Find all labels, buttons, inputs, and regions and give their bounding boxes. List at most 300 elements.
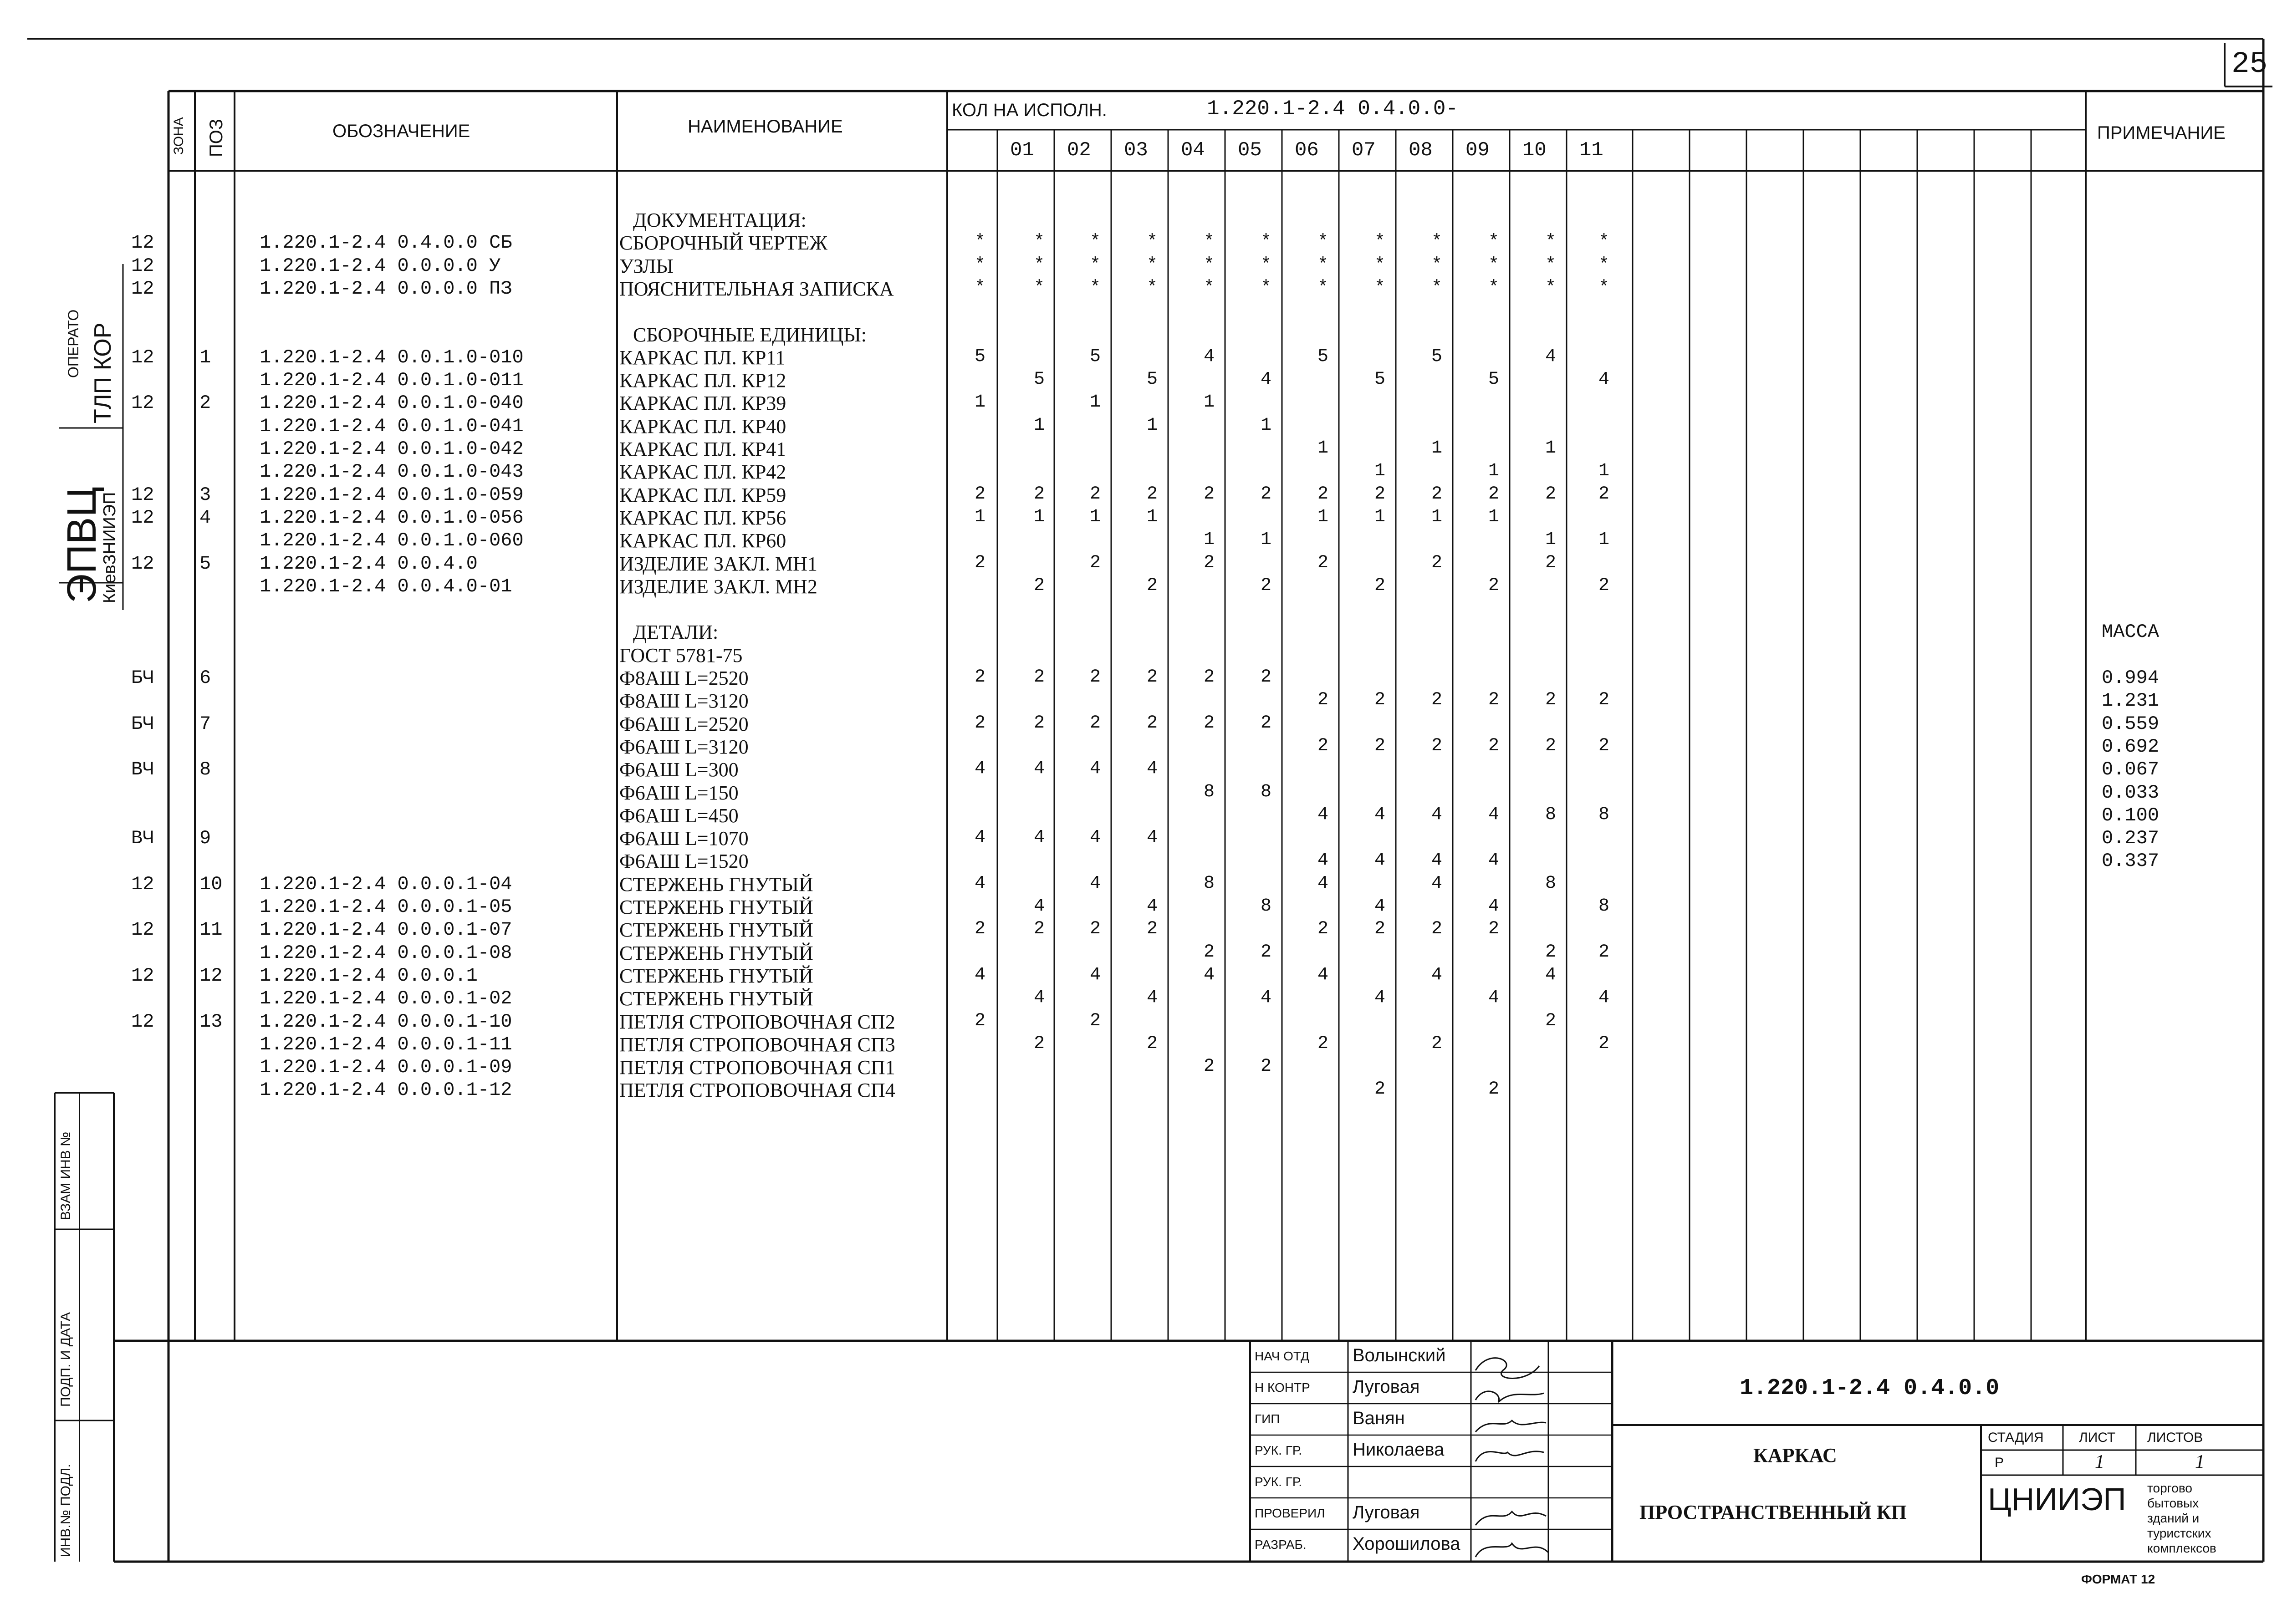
row-note: 0.337 <box>2102 850 2160 872</box>
row-oboznachenie: 1.220.1-2.4 0.0.1.0-060 <box>260 529 524 552</box>
row-qty-4: 4 <box>1204 346 1215 367</box>
row-qty-8: * <box>1431 232 1443 253</box>
row-qty-6: 4 <box>1317 804 1329 825</box>
row-qty-10: 2 <box>1545 942 1557 962</box>
row-zona: 12 <box>131 552 154 575</box>
row-qty-4: 4 <box>1204 964 1215 985</box>
row-qty-5: 2 <box>1261 1056 1272 1077</box>
row-zona: 12 <box>131 277 154 300</box>
row-oboznachenie: 1.220.1-2.4 0.0.0.1 <box>260 964 478 987</box>
row-qty-8: 2 <box>1431 690 1443 711</box>
row-qty-9: 1 <box>1488 461 1500 482</box>
row-qty-11: 2 <box>1598 735 1610 756</box>
row-qty-9: * <box>1488 232 1500 253</box>
role-label: Н КОНТР <box>1255 1380 1310 1395</box>
row-qty-6: * <box>1317 255 1329 275</box>
row-naimenovanie: Ф6АШ L=3120 <box>619 735 749 758</box>
row-qty-2: 4 <box>1090 759 1101 779</box>
row-naimenovanie: Ф6АШ L=300 <box>619 759 739 781</box>
row-qty-1: 1 <box>1034 415 1045 436</box>
row-qty-1: * <box>1034 255 1045 275</box>
row-qty-5: * <box>1261 232 1272 253</box>
header-naimenovanie: НАИМЕНОВАНИЕ <box>688 117 843 137</box>
row-qty-2: 2 <box>1090 552 1101 573</box>
stadia-label: СТАДИЯ <box>1988 1430 2044 1445</box>
row-naimenovanie: ПЕТЛЯ СТРОПОВОЧНАЯ СП4 <box>619 1079 895 1102</box>
row-naimenovanie: КАРКАС ПЛ. КР56 <box>619 506 786 529</box>
row-qty-2: 4 <box>1090 964 1101 985</box>
header-base-code: 1.220.1-2.4 0.4.0.0- <box>1207 97 1459 121</box>
row-qty-9: 4 <box>1488 804 1500 825</box>
row-qty-9: 2 <box>1488 919 1500 940</box>
stamp-org3: ТЛП КОР <box>90 322 116 423</box>
header-oboznachenie: ОБОЗНАЧЕНИЕ <box>332 121 470 141</box>
signatures <box>1475 1358 1548 1557</box>
row-oboznachenie: 1.220.1-2.4 0.0.1.0-042 <box>260 438 524 460</box>
row-zona: 12 <box>131 506 154 529</box>
row-oboznachenie: 1.220.1-2.4 0.0.0.1-04 <box>260 873 512 895</box>
row-qty-1: 2 <box>1034 667 1045 687</box>
row-oboznachenie: 1.220.1-2.4 0.0.1.0-059 <box>260 484 524 506</box>
row-qty-10: 2 <box>1545 690 1557 711</box>
row-poz: 7 <box>199 713 211 735</box>
row-qty-7: * <box>1374 277 1386 298</box>
person-name: Хорошилова <box>1353 1534 1460 1554</box>
row-naimenovanie: КАРКАС ПЛ. КР60 <box>619 529 786 552</box>
row-qty-1: 4 <box>1034 759 1045 779</box>
variant-header-07: 07 <box>1352 139 1376 162</box>
row-oboznachenie: 1.220.1-2.4 0.0.0.1-07 <box>260 919 512 941</box>
row-qty-4: 1 <box>1204 392 1215 413</box>
row-qty-4: 2 <box>1204 1056 1215 1077</box>
row-qty-10: 1 <box>1545 438 1557 458</box>
row-qty-7: * <box>1374 232 1386 253</box>
row-zona: 12 <box>131 1010 154 1033</box>
row-oboznachenie: 1.220.1-2.4 0.0.1.0-056 <box>260 506 524 529</box>
row-qty-5: 2 <box>1261 484 1272 504</box>
row-qty-9: 4 <box>1488 988 1500 1008</box>
header-primechanie: ПРИМЕЧАНИЕ <box>2097 123 2226 143</box>
person-name: Волынский <box>1353 1345 1446 1365</box>
row-qty-3: * <box>1147 232 1158 253</box>
row-poz: 4 <box>199 506 211 529</box>
role-label: НАЧ ОТД <box>1255 1349 1310 1363</box>
person-name: Ванян <box>1353 1408 1405 1428</box>
row-qty-3: 2 <box>1147 1033 1158 1054</box>
row-zona: 12 <box>131 919 154 941</box>
row-naimenovanie: СТЕРЖЕНЬ ГНУТЫЙ <box>619 988 813 1010</box>
row-qty-0: * <box>975 277 986 298</box>
row-oboznachenie: 1.220.1-2.4 0.0.0.1-11 <box>260 1033 512 1055</box>
row-oboznachenie: 1.220.1-2.4 0.0.1.0-040 <box>260 392 524 414</box>
row-naimenovanie: УЗЛЫ <box>619 255 674 277</box>
row-qty-5: * <box>1261 255 1272 275</box>
row-qty-7: 2 <box>1374 1079 1386 1100</box>
row-qty-11: * <box>1598 277 1610 298</box>
org-desc-line: туристских <box>2147 1526 2211 1540</box>
row-qty-5: 4 <box>1261 369 1272 390</box>
role-label: РУК. ГР. <box>1255 1443 1302 1457</box>
row-qty-8: 1 <box>1431 506 1443 527</box>
row-qty-1: 2 <box>1034 1033 1045 1054</box>
row-qty-1: 2 <box>1034 484 1045 504</box>
row-qty-8: 4 <box>1431 964 1443 985</box>
row-qty-3: 4 <box>1147 827 1158 848</box>
row-qty-8: 2 <box>1431 484 1443 504</box>
row-note: 0.067 <box>2102 759 2160 781</box>
row-qty-2: 5 <box>1090 346 1101 367</box>
row-poz: 10 <box>199 873 223 895</box>
row-zona: 12 <box>131 873 154 895</box>
row-qty-11: 4 <box>1598 369 1610 390</box>
row-qty-8: 2 <box>1431 735 1443 756</box>
title-line2: ПРОСТРАНСТВЕННЫЙ КП <box>1639 1501 1907 1523</box>
row-naimenovanie: СТЕРЖЕНЬ ГНУТЫЙ <box>619 942 813 964</box>
row-qty-7: 5 <box>1374 369 1386 390</box>
row-qty-5: 2 <box>1261 667 1272 687</box>
row-qty-9: 2 <box>1488 484 1500 504</box>
row-qty-0: 5 <box>975 346 986 367</box>
label-inv: ИНВ.№ ПОДЛ. <box>58 1464 73 1557</box>
title-line1: КАРКАС <box>1753 1444 1837 1466</box>
row-qty-6: 2 <box>1317 735 1329 756</box>
row-qty-11: 2 <box>1598 690 1610 711</box>
row-qty-0: 2 <box>975 1010 986 1031</box>
format-label: ФОРМАТ 12 <box>2081 1572 2155 1586</box>
row-oboznachenie: 1.220.1-2.4 0.0.0.1-05 <box>260 896 512 918</box>
row-poz: 9 <box>199 827 211 850</box>
row-qty-4: 8 <box>1204 873 1215 894</box>
row-qty-10: 2 <box>1545 1010 1557 1031</box>
row-qty-1: 5 <box>1034 369 1045 390</box>
stadia-value: Р <box>1995 1455 2004 1470</box>
row-qty-4: 2 <box>1204 484 1215 504</box>
row-qty-4: * <box>1204 232 1215 253</box>
row-qty-6: 4 <box>1317 873 1329 894</box>
person-name: Николаева <box>1353 1440 1445 1460</box>
row-oboznachenie: 1.220.1-2.4 0.0.1.0-041 <box>260 415 524 437</box>
row-qty-9: * <box>1488 255 1500 275</box>
row-qty-8: * <box>1431 277 1443 298</box>
row-qty-11: 2 <box>1598 575 1610 596</box>
listov-label: ЛИСТОВ <box>2147 1430 2203 1445</box>
row-note: 1.231 <box>2102 690 2160 712</box>
row-naimenovanie: ИЗДЕЛИЕ ЗАКЛ. МН2 <box>619 575 817 598</box>
row-qty-1: 2 <box>1034 575 1045 596</box>
org-desc-line: комплексов <box>2147 1541 2216 1555</box>
row-zona: 12 <box>131 392 154 414</box>
row-qty-1: 4 <box>1034 988 1045 1008</box>
row-qty-10: * <box>1545 255 1557 275</box>
row-qty-4: * <box>1204 277 1215 298</box>
row-qty-3: 2 <box>1147 484 1158 504</box>
row-qty-3: 2 <box>1147 667 1158 687</box>
header-zona: ЗОНА <box>171 117 186 155</box>
row-qty-0: 2 <box>975 667 986 687</box>
variant-header-11: 11 <box>1579 139 1603 162</box>
row-naimenovanie: КАРКАС ПЛ. КР39 <box>619 392 786 415</box>
role-label: ПРОВЕРИЛ <box>1255 1506 1325 1520</box>
row-qty-3: 2 <box>1147 919 1158 940</box>
row-qty-6: 1 <box>1317 506 1329 527</box>
listov-value: 1 <box>2195 1451 2205 1472</box>
header-poz: ПОЗ <box>206 118 226 157</box>
row-oboznachenie: 1.220.1-2.4 0.0.4.0-01 <box>260 575 512 597</box>
row-qty-10: 8 <box>1545 804 1557 825</box>
row-qty-7: 4 <box>1374 988 1386 1008</box>
row-qty-3: 1 <box>1147 506 1158 527</box>
row-qty-7: 4 <box>1374 850 1386 871</box>
row-qty-8: 1 <box>1431 438 1443 458</box>
row-qty-11: 1 <box>1598 461 1610 482</box>
row-qty-11: 4 <box>1598 988 1610 1008</box>
stamp-org4: ОПЕРАТО <box>65 309 82 378</box>
row-qty-9: 2 <box>1488 1079 1500 1100</box>
row-qty-11: * <box>1598 255 1610 275</box>
row-zona: 12 <box>131 346 154 368</box>
row-qty-4: 2 <box>1204 942 1215 962</box>
row-qty-1: 4 <box>1034 827 1045 848</box>
row-qty-4: 2 <box>1204 713 1215 733</box>
row-note: 0.100 <box>2102 804 2160 826</box>
row-qty-0: 4 <box>975 827 986 848</box>
row-qty-7: 2 <box>1374 919 1386 940</box>
row-qty-4: 2 <box>1204 667 1215 687</box>
row-naimenovanie: СБОРОЧНЫЕ ЕДИНИЦЫ: <box>633 323 867 346</box>
variant-header-04: 04 <box>1181 139 1205 162</box>
row-naimenovanie: ИЗДЕЛИЕ ЗАКЛ. МН1 <box>619 552 817 575</box>
row-qty-5: 2 <box>1261 942 1272 962</box>
row-qty-0: * <box>975 255 986 275</box>
row-naimenovanie: Ф8АШ L=3120 <box>619 690 749 713</box>
row-qty-10: 4 <box>1545 346 1557 367</box>
row-naimenovanie: Ф6АШ L=2520 <box>619 713 749 735</box>
row-qty-5: 2 <box>1261 575 1272 596</box>
row-poz: 1 <box>199 346 211 368</box>
row-qty-6: 1 <box>1317 438 1329 458</box>
org-desc-line: зданий и <box>2147 1511 2200 1525</box>
stamp-org1: ЭПВЦ <box>59 487 105 603</box>
row-naimenovanie: ДЕТАЛИ: <box>633 621 719 644</box>
label-vzam: ВЗАМ ИНВ № <box>58 1131 73 1220</box>
row-qty-0: 1 <box>975 506 986 527</box>
row-naimenovanie: ПЕТЛЯ СТРОПОВОЧНАЯ СП2 <box>619 1010 895 1033</box>
row-qty-2: * <box>1090 232 1101 253</box>
stamp-org2: КиевЗНИИЭП <box>100 492 119 603</box>
row-oboznachenie: 1.220.1-2.4 0.0.0.1-12 <box>260 1079 512 1101</box>
row-qty-3: * <box>1147 277 1158 298</box>
row-qty-1: * <box>1034 277 1045 298</box>
row-qty-11: 8 <box>1598 896 1610 916</box>
variant-header-10: 10 <box>1522 139 1547 162</box>
row-qty-3: 5 <box>1147 369 1158 390</box>
row-oboznachenie: 1.220.1-2.4 0.0.0.1-02 <box>260 988 512 1010</box>
row-naimenovanie: ПЕТЛЯ СТРОПОВОЧНАЯ СП3 <box>619 1033 895 1056</box>
row-qty-9: * <box>1488 277 1500 298</box>
row-naimenovanie: СТЕРЖЕНЬ ГНУТЫЙ <box>619 873 813 896</box>
row-note: 0.692 <box>2102 735 2160 758</box>
row-qty-9: 4 <box>1488 896 1500 916</box>
row-naimenovanie: ГОСТ 5781-75 <box>619 644 743 667</box>
row-qty-0: 2 <box>975 919 986 940</box>
row-qty-7: 2 <box>1374 690 1386 711</box>
row-qty-11: 8 <box>1598 804 1610 825</box>
row-qty-2: * <box>1090 277 1101 298</box>
row-qty-5: * <box>1261 277 1272 298</box>
row-poz: 12 <box>199 964 223 987</box>
row-qty-8: 2 <box>1431 919 1443 940</box>
row-naimenovanie: ПОЯСНИТЕЛЬНАЯ ЗАПИСКА <box>619 277 894 300</box>
row-qty-2: 1 <box>1090 506 1101 527</box>
row-qty-9: 2 <box>1488 690 1500 711</box>
row-qty-2: 2 <box>1090 667 1101 687</box>
org-name: ЦНИИЭП <box>1988 1481 2126 1517</box>
row-qty-9: 1 <box>1488 506 1500 527</box>
row-qty-3: * <box>1147 255 1158 275</box>
row-zona: ВЧ <box>131 827 154 850</box>
row-naimenovanie: ПЕТЛЯ СТРОПОВОЧНАЯ СП1 <box>619 1056 895 1079</box>
person-name: Луговая <box>1353 1377 1420 1397</box>
row-qty-2: 2 <box>1090 713 1101 733</box>
header-kol: КОЛ НА ИСПОЛН. <box>952 100 1107 120</box>
row-poz: 5 <box>199 552 211 575</box>
row-qty-1: * <box>1034 232 1045 253</box>
row-oboznachenie: 1.220.1-2.4 0.0.0.0 У <box>260 255 501 277</box>
row-note: 0.559 <box>2102 713 2160 735</box>
org-description <box>2147 1481 2216 1556</box>
row-qty-6: 4 <box>1317 964 1329 985</box>
row-qty-5: 8 <box>1261 896 1272 916</box>
variant-header-02: 02 <box>1067 139 1091 162</box>
row-qty-3: 2 <box>1147 713 1158 733</box>
row-poz: 13 <box>199 1010 223 1033</box>
row-qty-8: 4 <box>1431 804 1443 825</box>
row-qty-2: 4 <box>1090 873 1101 894</box>
row-note: МАССА <box>2102 621 2160 643</box>
row-zona: 12 <box>131 484 154 506</box>
row-qty-3: 4 <box>1147 896 1158 916</box>
row-naimenovanie: Ф6АШ L=150 <box>619 781 739 804</box>
row-qty-6: 5 <box>1317 346 1329 367</box>
row-poz: 11 <box>199 919 223 941</box>
row-qty-11: 2 <box>1598 942 1610 962</box>
row-zona: 12 <box>131 232 154 254</box>
row-qty-6: 2 <box>1317 690 1329 711</box>
row-qty-2: 4 <box>1090 827 1101 848</box>
row-qty-7: 2 <box>1374 735 1386 756</box>
role-label: ГИП <box>1255 1412 1280 1426</box>
row-poz: 8 <box>199 759 211 781</box>
row-naimenovanie: СТЕРЖЕНЬ ГНУТЫЙ <box>619 964 813 987</box>
row-qty-11: 1 <box>1598 529 1610 550</box>
row-note: 0.033 <box>2102 781 2160 804</box>
row-qty-11: * <box>1598 232 1610 253</box>
row-qty-11: 2 <box>1598 1033 1610 1054</box>
row-qty-11: 2 <box>1598 484 1610 504</box>
row-qty-3: 4 <box>1147 759 1158 779</box>
row-qty-7: 2 <box>1374 575 1386 596</box>
row-note: 0.237 <box>2102 827 2160 850</box>
row-qty-6: * <box>1317 277 1329 298</box>
row-qty-8: 5 <box>1431 346 1443 367</box>
row-qty-10: 2 <box>1545 484 1557 504</box>
row-qty-7: 1 <box>1374 461 1386 482</box>
row-qty-5: 1 <box>1261 529 1272 550</box>
row-oboznachenie: 1.220.1-2.4 0.0.0.1-09 <box>260 1056 512 1079</box>
row-qty-6: 2 <box>1317 552 1329 573</box>
row-oboznachenie: 1.220.1-2.4 0.0.0.0 ПЗ <box>260 277 512 300</box>
row-qty-8: 2 <box>1431 1033 1443 1054</box>
row-naimenovanie: СБОРОЧНЫЙ ЧЕРТЕЖ <box>619 232 827 255</box>
row-qty-3: 4 <box>1147 988 1158 1008</box>
row-oboznachenie: 1.220.1-2.4 0.0.1.0-043 <box>260 461 524 483</box>
row-qty-3: 2 <box>1147 575 1158 596</box>
row-qty-6: 2 <box>1317 484 1329 504</box>
variant-header-09: 09 <box>1465 139 1490 162</box>
row-zona: БЧ <box>131 713 154 735</box>
row-qty-2: 2 <box>1090 1010 1101 1031</box>
row-qty-7: 4 <box>1374 896 1386 916</box>
row-qty-6: 2 <box>1317 1033 1329 1054</box>
row-qty-8: 4 <box>1431 850 1443 871</box>
row-qty-2: 2 <box>1090 484 1101 504</box>
row-qty-8: * <box>1431 255 1443 275</box>
row-qty-4: 8 <box>1204 781 1215 802</box>
row-qty-0: 4 <box>975 759 986 779</box>
variant-header-05: 05 <box>1238 139 1262 162</box>
row-oboznachenie: 1.220.1-2.4 0.0.0.1-10 <box>260 1010 512 1033</box>
row-naimenovanie: Ф6АШ L=1070 <box>619 827 749 850</box>
row-naimenovanie: КАРКАС ПЛ. КР12 <box>619 369 786 392</box>
person-name: Луговая <box>1353 1502 1420 1522</box>
row-zona: ВЧ <box>131 759 154 781</box>
row-naimenovanie: Ф6АШ L=1520 <box>619 850 749 873</box>
doc-code: 1.220.1-2.4 0.4.0.0 <box>1740 1375 2000 1401</box>
row-note: 0.994 <box>2102 667 2160 689</box>
row-qty-1: 2 <box>1034 713 1045 733</box>
row-qty-0: 2 <box>975 713 986 733</box>
row-qty-9: 2 <box>1488 575 1500 596</box>
row-oboznachenie: 1.220.1-2.4 0.0.4.0 <box>260 552 478 575</box>
row-qty-10: 2 <box>1545 735 1557 756</box>
row-naimenovanie: СТЕРЖЕНЬ ГНУТЫЙ <box>619 919 813 942</box>
row-qty-1: 4 <box>1034 896 1045 916</box>
row-qty-4: 2 <box>1204 552 1215 573</box>
row-qty-0: 4 <box>975 964 986 985</box>
row-qty-1: 1 <box>1034 506 1045 527</box>
role-label: РУК. ГР. <box>1255 1475 1302 1489</box>
variant-header-01: 01 <box>1010 139 1034 162</box>
page-number: 25 <box>2231 47 2268 81</box>
row-naimenovanie: СТЕРЖЕНЬ ГНУТЫЙ <box>619 896 813 918</box>
row-oboznachenie: 1.220.1-2.4 0.0.1.0-010 <box>260 346 524 368</box>
row-qty-5: 2 <box>1261 713 1272 733</box>
row-qty-1: 2 <box>1034 919 1045 940</box>
org-desc-line: торгово <box>2147 1481 2192 1495</box>
row-qty-5: 8 <box>1261 781 1272 802</box>
row-qty-8: 4 <box>1431 873 1443 894</box>
row-naimenovanie: КАРКАС ПЛ. КР40 <box>619 415 786 438</box>
row-oboznachenie: 1.220.1-2.4 0.0.1.0-011 <box>260 369 524 392</box>
variant-header-06: 06 <box>1295 139 1319 162</box>
row-qty-6: * <box>1317 232 1329 253</box>
row-qty-5: 4 <box>1261 988 1272 1008</box>
row-qty-9: 2 <box>1488 735 1500 756</box>
row-naimenovanie: ДОКУМЕНТАЦИЯ: <box>633 209 807 231</box>
row-qty-2: * <box>1090 255 1101 275</box>
row-oboznachenie: 1.220.1-2.4 0.0.0.1-08 <box>260 942 512 964</box>
row-qty-9: 5 <box>1488 369 1500 390</box>
